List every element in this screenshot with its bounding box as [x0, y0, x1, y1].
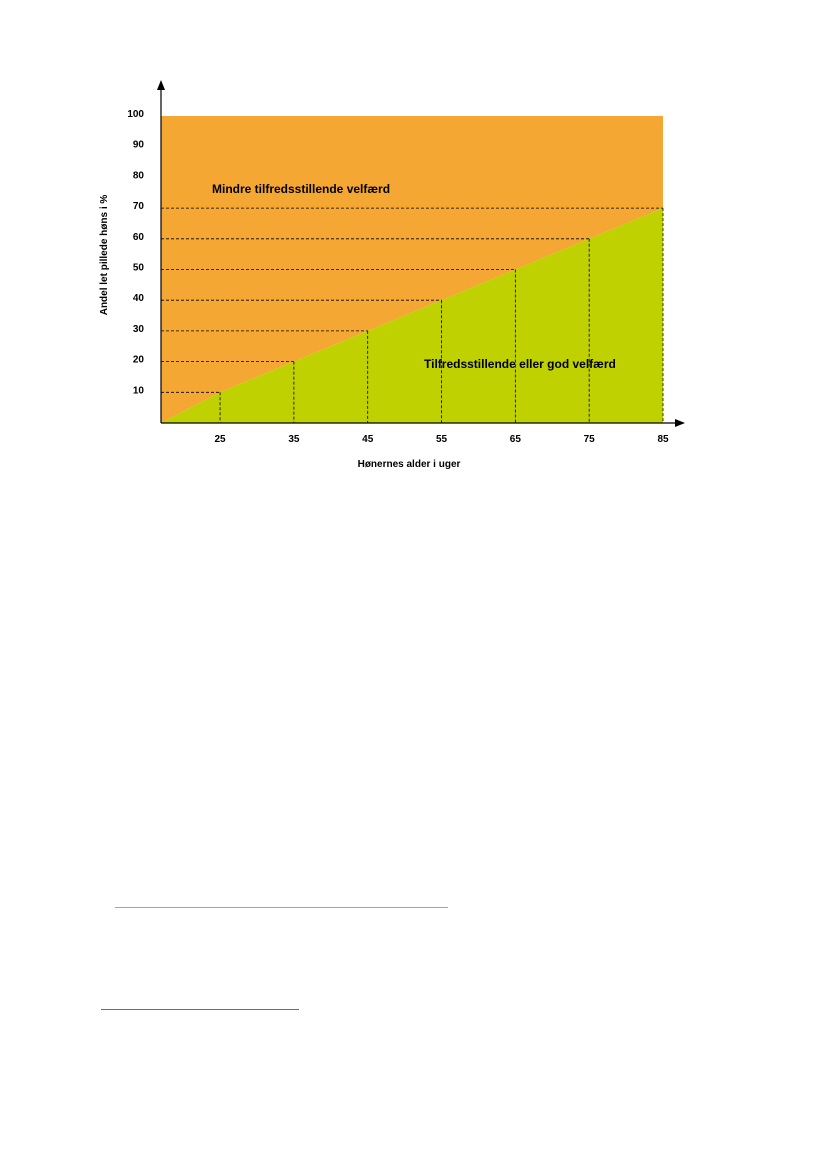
x-tick-label: 55 — [435, 434, 448, 445]
y-tick-label: 50 — [132, 262, 144, 274]
link-underline — [115, 907, 448, 908]
y-tick-label: 90 — [132, 139, 144, 151]
y-tick-label: 100 — [127, 109, 144, 120]
y-tick-label: 80 — [132, 170, 144, 182]
x-tick-label: 85 — [657, 434, 669, 445]
y-tick-label: 40 — [132, 293, 144, 305]
x-tick-label: 45 — [362, 434, 374, 445]
y-axis-arrow — [157, 80, 165, 90]
y-tick-label: 10 — [132, 385, 144, 397]
x-tick-label: 65 — [509, 434, 521, 445]
y-tick-label: 20 — [132, 354, 144, 366]
x-tick-label: 35 — [288, 434, 300, 445]
y-axis-title: Andel let pillede høns i % — [99, 194, 110, 316]
chart — [0, 0, 827, 500]
footnote-separator — [101, 1009, 299, 1010]
y-tick-label: 60 — [132, 231, 144, 243]
upper-region-label: Mindre tilfredsstillende velfærd — [212, 182, 391, 196]
y-tick-label: 30 — [132, 323, 144, 335]
x-tick-label: 75 — [583, 434, 595, 445]
x-tick-label: 25 — [214, 434, 226, 445]
x-axis-title: Hønernes alder i uger — [357, 459, 461, 470]
x-axis-arrow — [675, 419, 685, 427]
lower-region-label: Tilfredsstillende eller god velfærd — [424, 357, 616, 371]
y-tick-label: 70 — [132, 201, 144, 213]
